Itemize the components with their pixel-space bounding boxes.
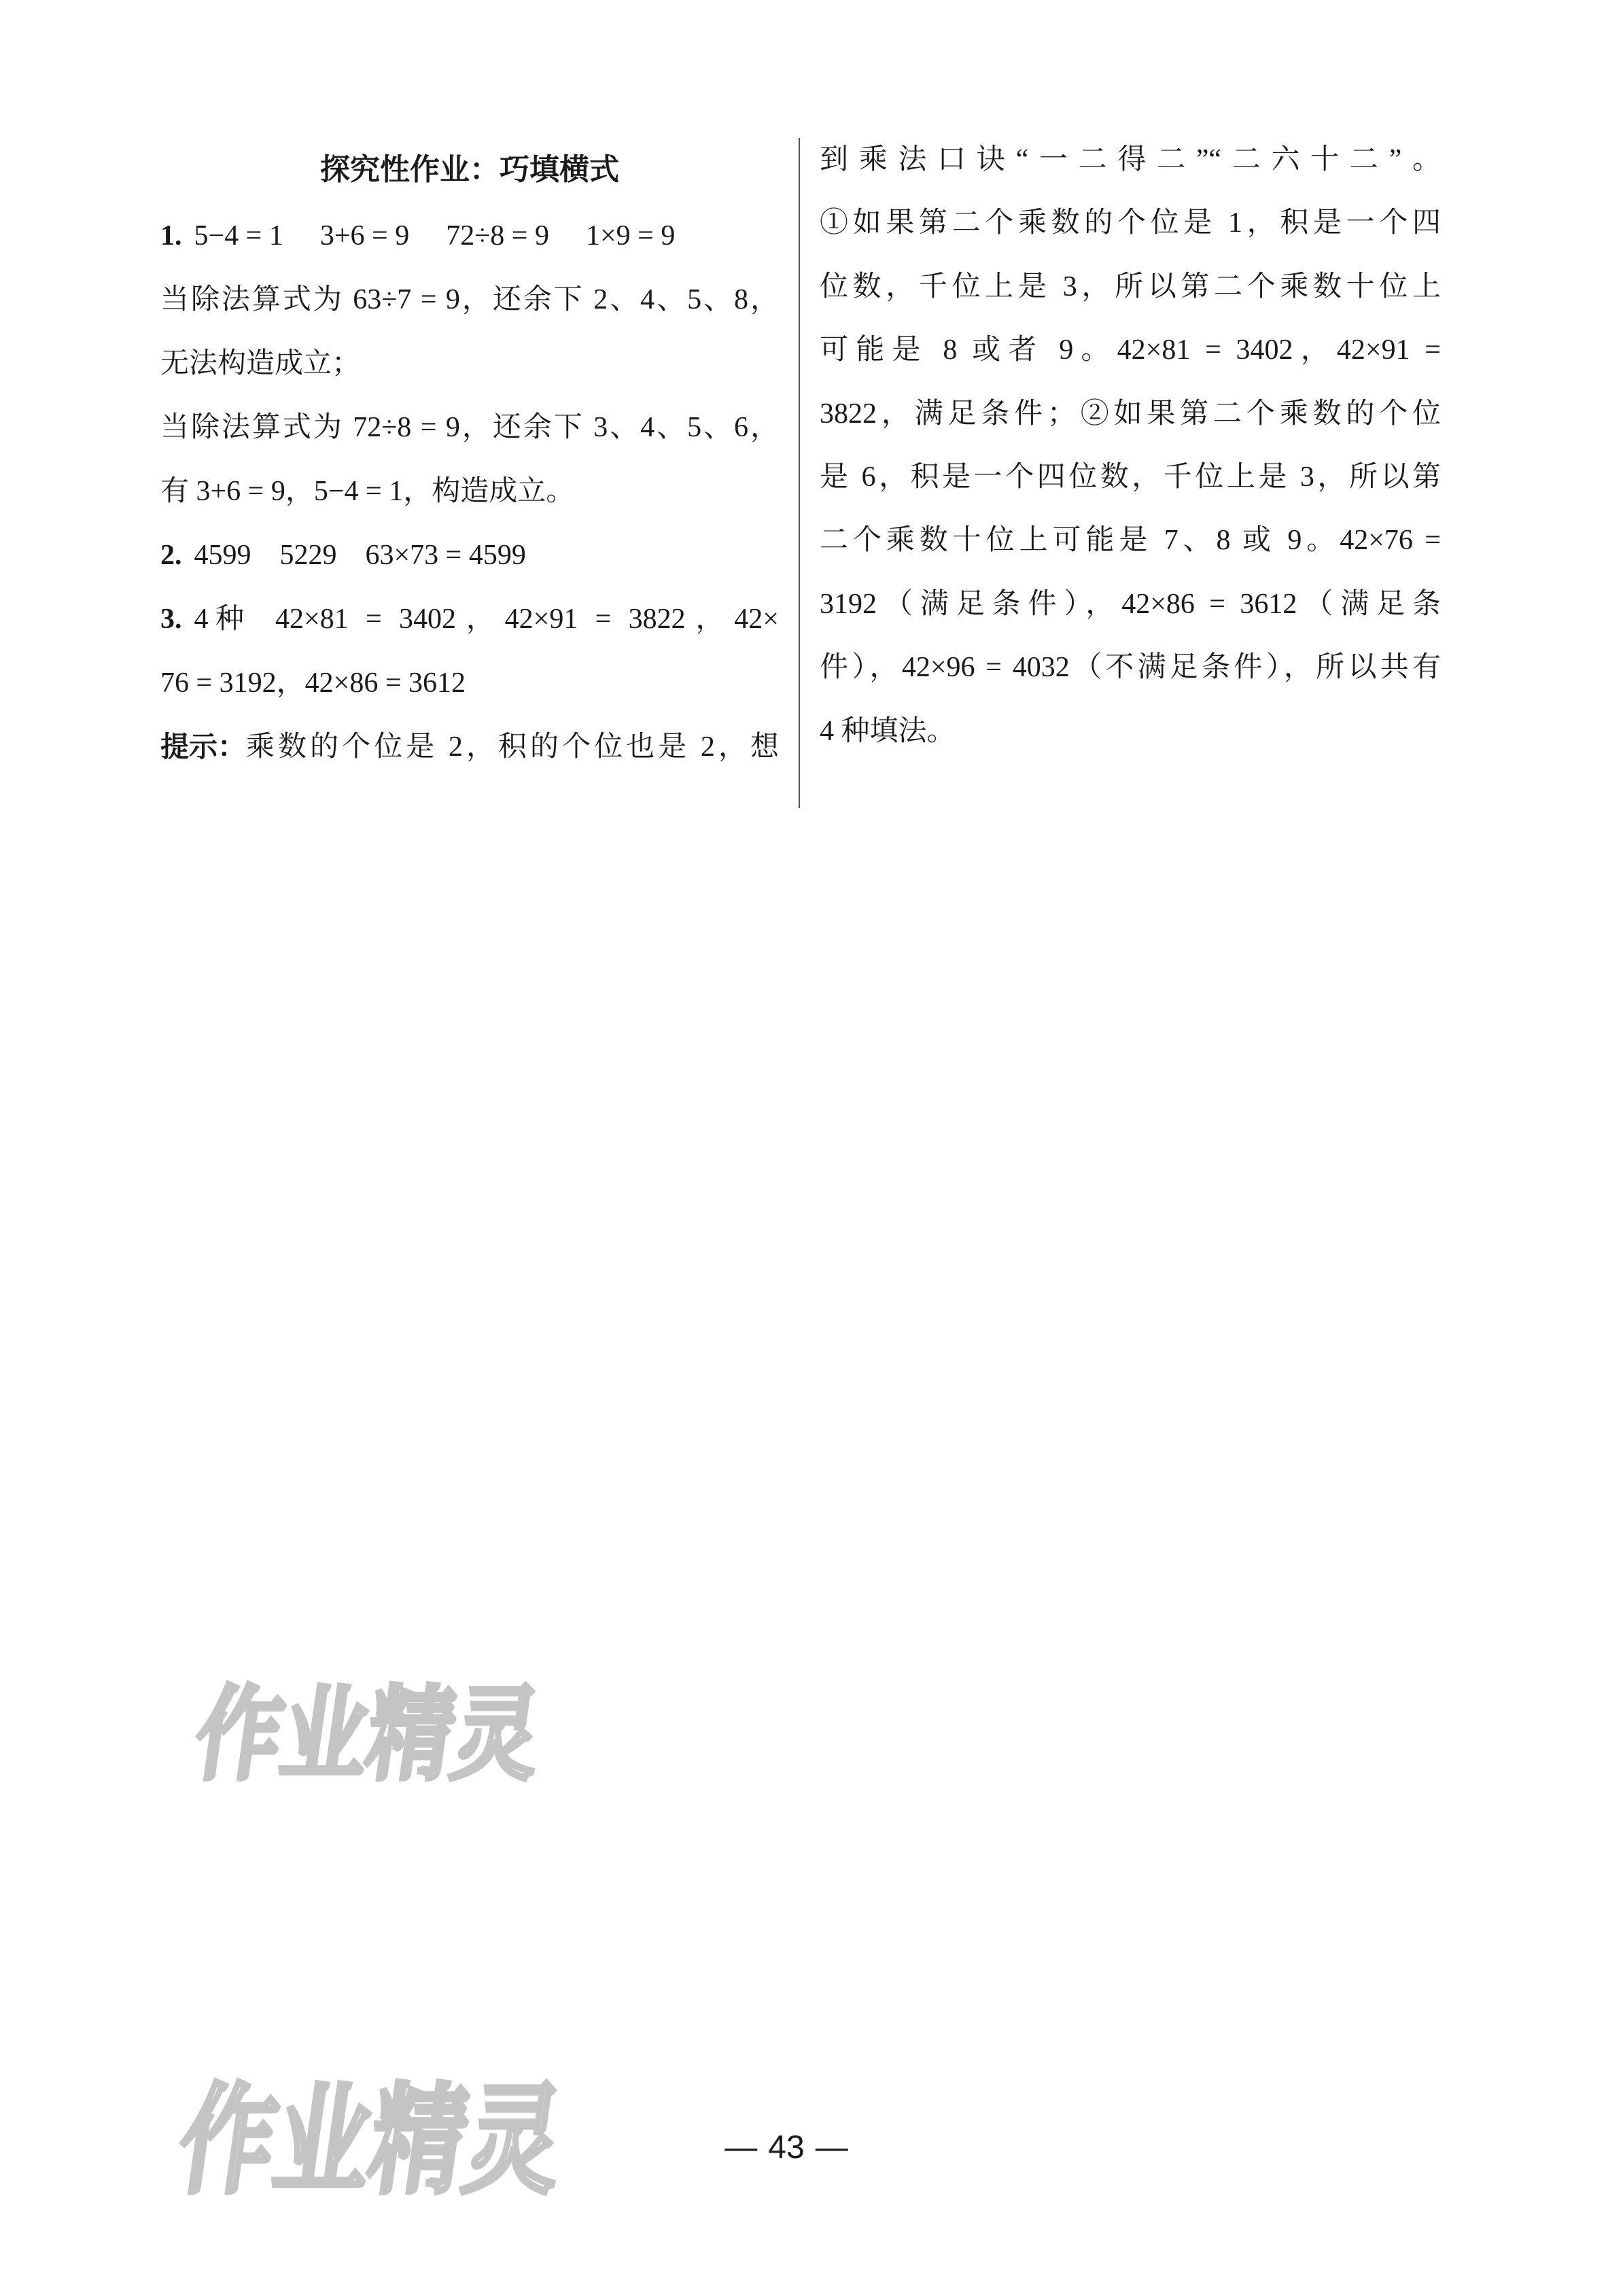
left-column	[160, 136, 779, 779]
column-divider	[799, 138, 800, 808]
equation: 3+6 = 9	[319, 220, 410, 251]
text-line	[820, 700, 1441, 763]
page-number-dash: —	[725, 2129, 758, 2165]
text-line	[820, 256, 1441, 319]
hint-text: ①如果第二个乘数的个位是 1，积是一个四	[820, 207, 1441, 239]
answer-1-line	[160, 204, 779, 268]
text-line	[820, 128, 1441, 192]
hint-text: 可能是 8 或者 9。42×81 = 3402，42×91 =	[820, 334, 1441, 366]
page-number-dash: —	[815, 2129, 848, 2165]
hint-text: 到乘法口诀“一二得二”“二六十二”。	[820, 144, 1441, 175]
item-number-3: 3.	[160, 604, 182, 635]
page-number-value: 43	[768, 2129, 805, 2165]
text-line	[160, 396, 779, 459]
hint-text: 位数，千位上是 3，所以第二个乘数十位上	[820, 271, 1441, 302]
equation: 5−4 = 1	[194, 220, 283, 251]
text-line	[820, 636, 1441, 699]
explanation-text: 无法构造成立；	[160, 348, 361, 379]
text-line	[820, 192, 1441, 255]
equation: 1×9 = 9	[586, 220, 676, 251]
text-line	[820, 509, 1441, 572]
item-number-2: 2.	[160, 540, 182, 571]
equation: 72÷8 = 9	[446, 220, 549, 251]
hint-text: 3192（满足条件），42×86 = 3612（满足条	[820, 588, 1441, 620]
watermark: 作业精灵	[171, 2072, 571, 2210]
answer-value: 4599	[194, 540, 251, 571]
hint-text: 4 种填法。	[820, 715, 956, 747]
text-line	[820, 319, 1441, 382]
hint-text: 二个乘数十位上可能是 7、8 或 9。42×76 =	[820, 525, 1441, 557]
hint-text: 件），42×96 = 4032（不满足条件），所以共有	[820, 652, 1441, 684]
explanation-text: 当除法算式为 72÷8 = 9，还余下 3、4、5、6，	[160, 412, 779, 443]
hint-text: 是 6，积是一个四位数，千位上是 3，所以第	[820, 461, 1441, 493]
text-line	[160, 332, 779, 396]
explanation-text: 有 3+6 = 9，5−4 = 1，构造成立。	[160, 476, 575, 507]
answer-value: 5229	[279, 540, 337, 571]
answer-2-line	[160, 523, 779, 587]
item-number-1: 1.	[160, 220, 182, 251]
answer-equations: 76 = 3192，42×86 = 3612	[160, 667, 466, 699]
answer-count: 4 种	[194, 604, 245, 635]
text-line	[160, 651, 779, 715]
text-line	[160, 459, 779, 523]
hint-text: 3822，满足条件；②如果第二个乘数的个位	[820, 398, 1441, 430]
text-line	[820, 573, 1441, 636]
right-column	[820, 128, 1441, 763]
section-title: 探究性作业：巧填横式	[320, 152, 619, 187]
explanation-text: 当除法算式为 63÷7 = 9，还余下 2、4、5、8，	[160, 284, 779, 315]
text-line	[820, 446, 1441, 509]
text-line	[160, 268, 779, 332]
watermark: 作业精灵	[188, 1676, 548, 1794]
answer-equations: 42×81 = 3402，42×91 = 3822，42×	[275, 604, 779, 635]
text-line	[820, 383, 1441, 446]
hint-text: 乘数的个位是 2，积的个位也是 2，想	[246, 731, 779, 763]
answer-value: 63×73 = 4599	[365, 540, 526, 571]
hint-line	[160, 715, 779, 779]
hint-label: 提示：	[160, 730, 247, 763]
answer-3-line	[160, 587, 779, 651]
page-number	[725, 2126, 848, 2170]
